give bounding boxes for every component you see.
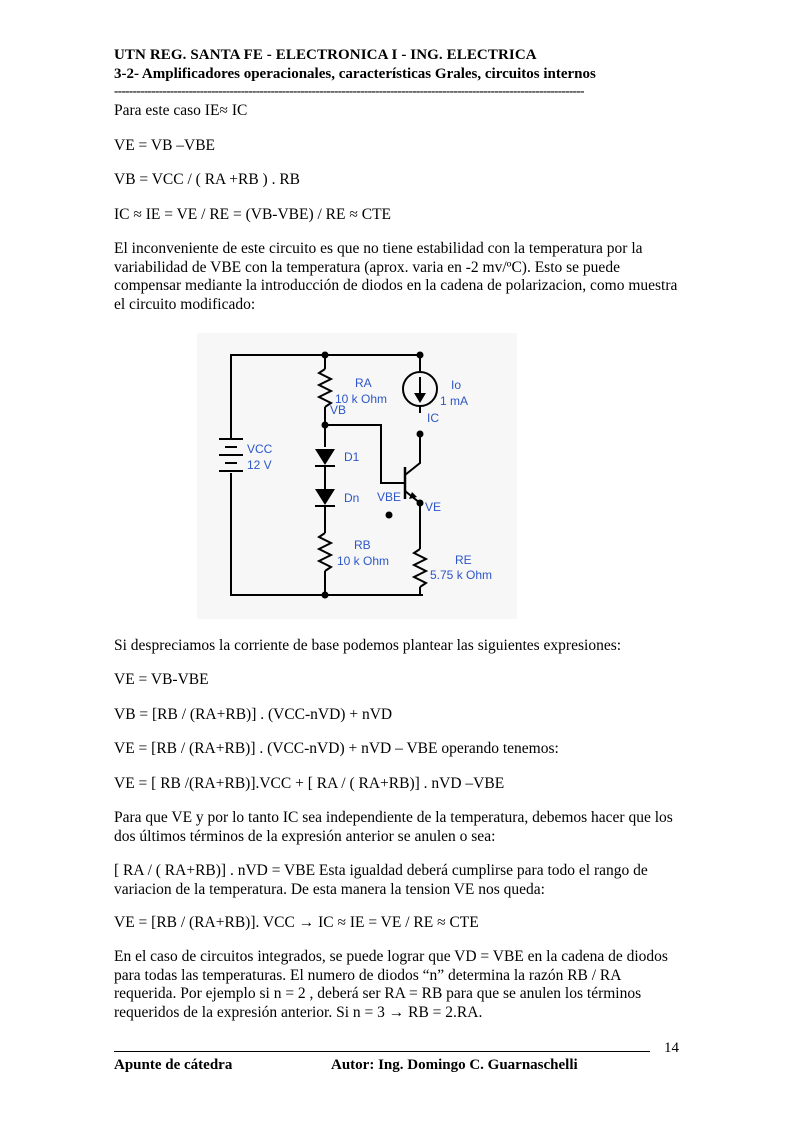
label-ra-name: RA [355, 376, 372, 390]
paragraph-independence: Para que VE y por lo tanto IC sea independiente de la temperatura, debemos hacer que los dos últimos términos de la expresión anterior se anulen o sea: [114, 809, 673, 845]
label-re-value: 5.75 k Ohm [430, 568, 493, 582]
equation-vb-2: VB = [RB / (RA+RB)] . (VCC-nVD) + nVD [114, 706, 393, 723]
equation-ve-2: VE = VB-VBE [114, 671, 209, 688]
equation-vb: VB = VCC / ( RA +RB ) . RB [114, 171, 301, 188]
text-ie-approx-ic: Para este caso IE≈ IC [114, 102, 248, 119]
equation-ve-3: VE = [RB / (RA+RB)] . (VCC-nVD) + nVD – VBE operando tenemos: [114, 740, 559, 757]
label-rb-value: 10 k Ohm [337, 554, 390, 568]
page-number: 14 [664, 1040, 679, 1056]
equation-ve-4: VE = [ RB /(RA+RB)].VCC + [ RA / ( RA+RB)] . nVD –VBE [114, 775, 505, 792]
label-vb: VB [330, 403, 347, 417]
header-separator: ------------------------------------------------------------------------------------------------------------------------------ [114, 84, 584, 98]
label-io-value: 1 mA [440, 394, 469, 408]
label-re-name: RE [455, 553, 472, 567]
text-base-current: Si despreciamos la corriente de base podemos plantear las siguientes expresiones: [114, 637, 622, 654]
label-rb-name: RB [354, 538, 371, 552]
label-d1: D1 [344, 450, 360, 464]
label-ra-value: 10 k Ohm [335, 392, 388, 406]
equation-ic: IC ≈ IE = VE / RE = (VB-VBE) / RE ≈ CTE [114, 206, 392, 223]
header-title: UTN REG. SANTA FE - ELECTRONICA I - ING. ELECTRICA [114, 47, 537, 63]
label-io-name: Io [451, 378, 462, 392]
equation-ve-final: VE = [RB / (RA+RB)]. VCC → IC ≈ IE = VE / RE ≈ CTE [114, 914, 479, 931]
circuit-diagram [197, 333, 517, 619]
footer-left: Apunte de cátedra [114, 1057, 233, 1073]
paragraph-equality: [ RA / ( RA+RB)] . nVD = VBE Esta igualdad deberá cumplirse para todo el rango de variacion de la temperatura. De esta manera la tension VE nos queda: [114, 862, 648, 898]
paragraph-integrated-circuits: En el caso de circuitos integrados, se puede lograr que VD = VBE en la cadena de diodos para todas las temperaturas. El numero de diodos “n” determina la razón RB / RA requerida. Por ejemplo si n = 2 , deberá ser RA = RB para que se anulen los términos requeridos de la expresión anterior. Si n = 3 → RB = 2.RA. [114, 948, 668, 1021]
equation-ve: VE = VB –VBE [114, 137, 216, 154]
label-vcc-name: VCC [247, 442, 273, 456]
paragraph-temperature-stability: El inconveniente de este circuito es que no tiene estabilidad con la temperatura por la variabilidad de VBE con la temperatura (aprox. varia en -2 mv/ºC). Esto se puede compensar mediante la introducción de diodos en la cadena de polarizacion, como muestra el circuito modificado: [114, 240, 678, 313]
footer-author: Autor: Ing. Domingo C. Guarnaschelli [331, 1057, 578, 1073]
label-vbe: VBE [377, 490, 402, 504]
label-vcc-value: 12 V [247, 458, 272, 472]
label-ve: VE [425, 500, 442, 514]
header-subtitle: 3-2- Amplificadores operacionales, características Grales, circuitos internos [114, 66, 596, 82]
footer-rule [114, 1051, 650, 1052]
label-ic: IC [427, 411, 439, 425]
label-dn: Dn [344, 491, 360, 505]
